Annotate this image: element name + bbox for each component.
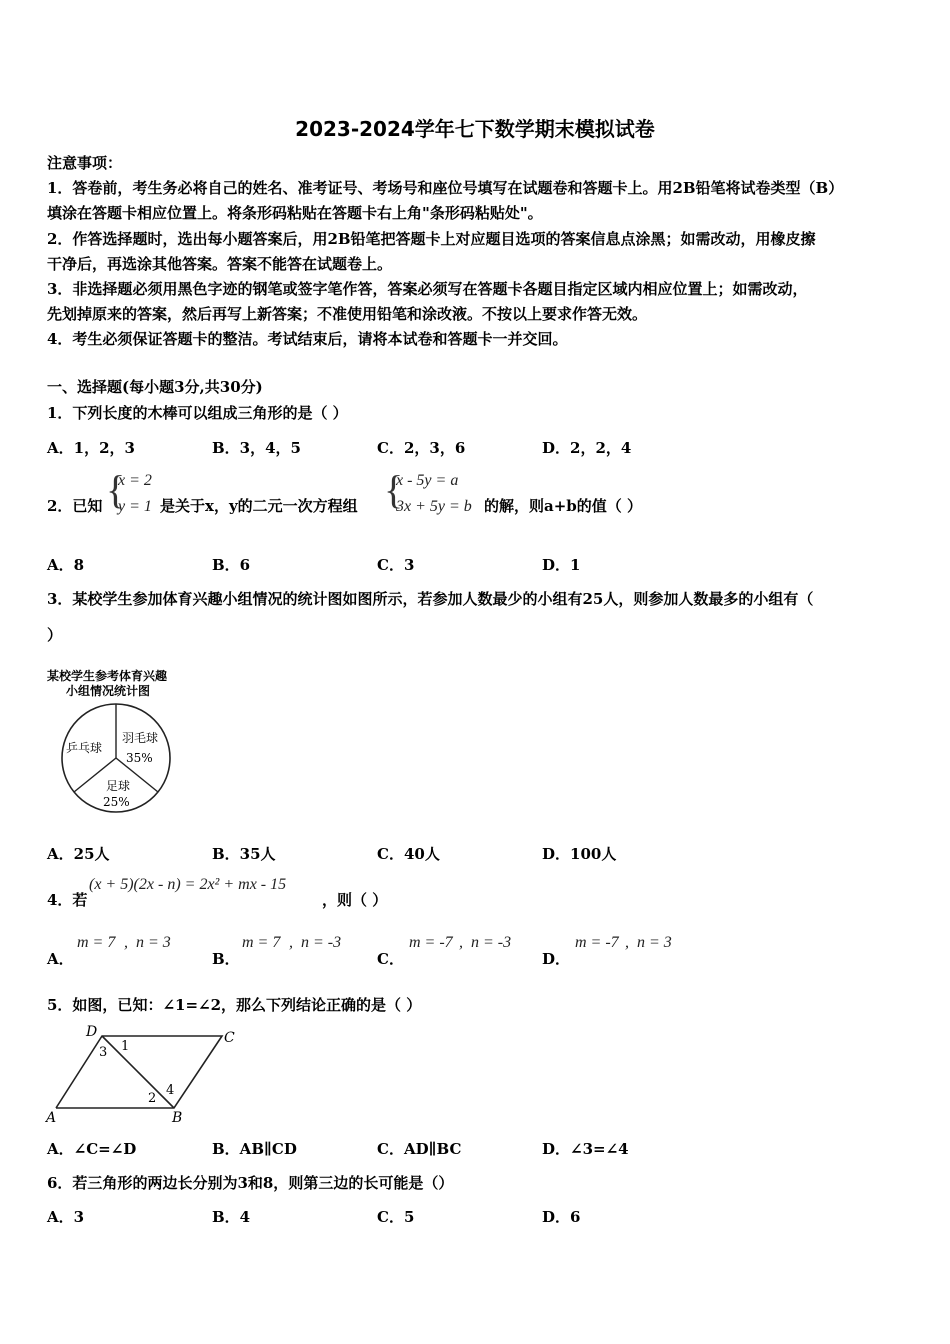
notice-line: 1．答卷前，考生务必将自己的姓名、准考证号、考场号和座位号填写在试题卷和答题卡上。用2B铅笔将试卷类型（B） <box>47 179 844 197</box>
notice-line: 干净后，再选涂其他答案。答案不能答在试题卷上。 <box>47 255 393 273</box>
q1-option-d[interactable]: D．2，2，4 <box>542 439 632 457</box>
question-3-stem-end: ） <box>47 626 63 644</box>
q6-option-d[interactable]: D．6 <box>542 1208 581 1226</box>
q2-option-a[interactable]: A．8 <box>47 556 85 574</box>
q6-option-c[interactable]: C．5 <box>377 1208 415 1226</box>
question-2-prefix: 2．已知 <box>47 497 103 515</box>
q5-option-b[interactable]: B．AB∥CD <box>212 1140 297 1158</box>
pie-label-pingpong: 乒乓球 <box>66 741 103 755</box>
chart-title: 某校学生参考体育兴趣 <box>47 669 168 683</box>
q4-option-b[interactable]: B． <box>212 950 240 968</box>
question-2-middle: 是关于x，y的二元一次方程组 <box>160 497 358 515</box>
q4-option-a-n: , n = 3 <box>124 934 171 951</box>
q2-option-c[interactable]: C．3 <box>377 556 415 574</box>
question-3-stem: 3．某校学生参加体育兴趣小组情况的统计图如图所示，若参加人数最少的小组有25人，则参加人数最多的小组有（ <box>47 590 814 608</box>
q5-option-c[interactable]: C．AD∥BC <box>377 1140 462 1158</box>
brace-icon: { <box>384 467 404 512</box>
q3-option-d[interactable]: D．100人 <box>542 845 617 863</box>
notice-line: 先划掉原来的答案，然后再写上新答案；不准使用铅笔和涂改液。不按以上要求作答无效。 <box>47 305 648 323</box>
q4-option-d-n: , n = 3 <box>625 934 672 951</box>
q1-option-b[interactable]: B．3，4，5 <box>212 439 301 457</box>
q5-option-a[interactable]: A．∠C=∠D <box>47 1140 137 1158</box>
q1-option-c[interactable]: C．2，3，6 <box>377 439 466 457</box>
q3-option-a[interactable]: A．25人 <box>47 845 110 863</box>
angle-1-label: 1 <box>121 1039 130 1054</box>
equation-system: x - 5y = a 3x + 5y = b <box>396 472 472 515</box>
q4-option-b-n: , n = -3 <box>289 934 342 951</box>
q6-option-a[interactable]: A．3 <box>47 1208 85 1226</box>
q2-option-b[interactable]: B．6 <box>212 556 251 574</box>
chart-subtitle: 小组情况统计图 <box>66 684 151 698</box>
angle-2-label: 2 <box>148 1091 157 1106</box>
q3-option-b[interactable]: B．35人 <box>212 845 276 863</box>
page-title: 2023-2024学年七下数学期末模拟试卷 <box>295 117 655 141</box>
angle-4-label: 4 <box>166 1083 175 1098</box>
q4-option-b-m: m = 7 <box>242 934 281 951</box>
q4-option-d[interactable]: D． <box>542 950 571 968</box>
point-b-label: B <box>172 1110 183 1126</box>
q4-option-c-n: , n = -3 <box>459 934 512 951</box>
angle-3-label: 3 <box>99 1045 108 1060</box>
equation-system-solution: x = 2 y = 1 <box>118 472 152 515</box>
q2-option-d[interactable]: D．1 <box>542 556 581 574</box>
q3-option-c[interactable]: C．40人 <box>377 845 440 863</box>
q4-option-c-m: m = -7 <box>409 934 453 951</box>
notice-line: 填涂在答题卡相应位置上。将条形码粘贴在答题卡右上角"条形码粘贴处"。 <box>47 204 543 222</box>
question-1-stem: 1．下列长度的木棒可以组成三角形的是（ ） <box>47 404 348 422</box>
q4-option-c[interactable]: C． <box>377 950 404 968</box>
point-a-label: A <box>46 1110 57 1126</box>
q4-option-a[interactable]: A． <box>47 950 74 968</box>
parallelogram-figure <box>44 1020 244 1126</box>
notice-heading: 注意事项： <box>47 154 123 172</box>
q1-option-a[interactable]: A．1，2，3 <box>47 439 135 457</box>
notice-line: 4．考生必须保证答题卡的整洁。考试结束后，请将本试卷和答题卡一并交回。 <box>47 330 568 348</box>
q4-option-d-m: m = -7 <box>575 934 619 951</box>
pie-percent-football: 25% <box>103 795 130 809</box>
q6-option-b[interactable]: B．4 <box>212 1208 251 1226</box>
notice-line: 2．作答选择题时，选出每小题答案后，用2B铅笔把答题卡上对应题目选项的答案信息点涂黑；如需改动，用橡皮擦 <box>47 230 816 248</box>
diagonal-db <box>102 1036 174 1108</box>
point-d-label: D <box>86 1024 98 1040</box>
point-c-label: C <box>224 1030 235 1046</box>
question-2-suffix: 的解，则a+b的值（ ） <box>484 497 642 515</box>
pie-chart <box>58 700 178 820</box>
q4-option-a-m: m = 7 <box>77 934 116 951</box>
section-heading: 一、选择题(每小题3分,共30分) <box>47 378 263 396</box>
notice-line: 3．非选择题必须用黑色字迹的钢笔或签字笔作答，答案必须写在答题卡各题目指定区域内相应位置上；如需改动， <box>47 280 808 298</box>
question-4-suffix: ，则（ ） <box>322 891 388 909</box>
pie-label-football: 足球 <box>106 779 131 793</box>
question-5-stem: 5．如图，已知：∠1=∠2，那么下列结论正确的是（ ） <box>47 996 422 1014</box>
pie-percent-badminton: 35% <box>126 751 153 765</box>
question-4-equation: (x + 5)(2x - n) = 2x² + mx - 15 <box>89 876 287 893</box>
question-6-stem: 6．若三角形的两边长分别为3和8，则第三边的长可能是（） <box>47 1174 454 1192</box>
question-4-prefix: 4．若 <box>47 891 88 909</box>
brace-icon: { <box>106 467 126 512</box>
pie-label-badminton: 羽毛球 <box>122 731 159 745</box>
q5-option-d[interactable]: D．∠3=∠4 <box>542 1140 629 1158</box>
